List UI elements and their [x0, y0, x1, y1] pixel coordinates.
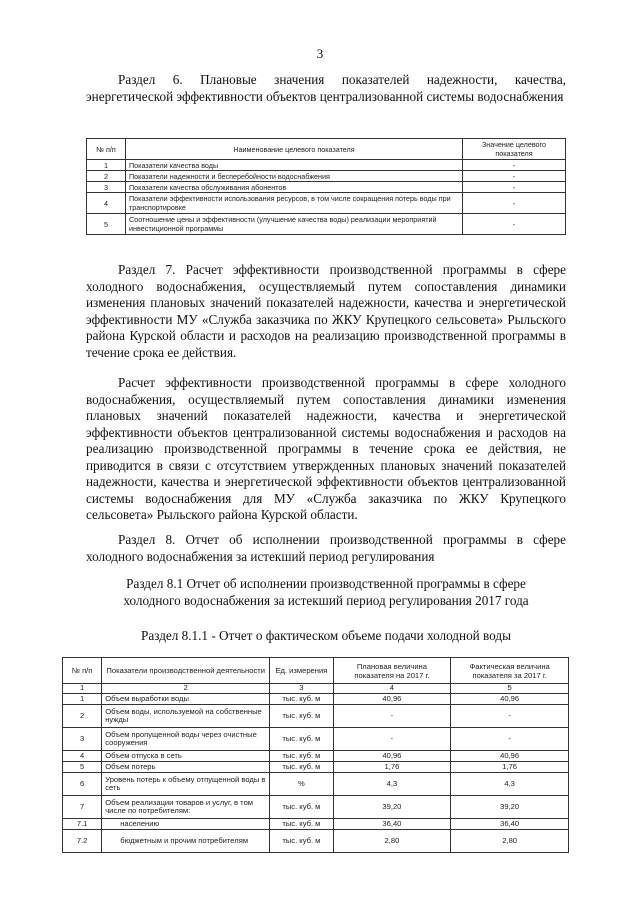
table-row [63, 796, 569, 819]
row-name: Показатели качества обслуживания абонентов [126, 182, 463, 193]
section7-title: Раздел 7. Расчет эффективности производственной программы в сфере холодного водоснабжения, осуществляемый путем сопоставления динамики изменения плановых значений показателей надежности, качества и энергетической эффективности МУ «Служба заказчика по ЖКУ Крупецкого сельсовета» Рыльского района Курской области и расходов на реализацию производственной программы в течение срока ее действия. [86, 262, 566, 360]
section6-title: Раздел 6. Плановые значения показателей надежности, качества, энергетической эффективности объектов централизованной системы водоснабжения [86, 72, 566, 104]
row-num: 4 [63, 751, 102, 762]
table-row [63, 751, 569, 762]
col-fact-header: Фактическая величина показателя за 2017 г. [451, 658, 569, 684]
col-num-header: № п/п [87, 139, 126, 160]
table-row [63, 762, 569, 773]
row-indicator: Уровень потерь к объему отпущенной воды в сеть [102, 773, 270, 796]
row-indicator: Объем пропущенной воды через очистные сооружения [102, 728, 270, 751]
row-num: 7.1 [63, 819, 102, 830]
table-header-row [87, 139, 566, 160]
table-row [63, 773, 569, 796]
col-name-header: Наименование целевого показателя [126, 139, 463, 160]
row-fact: - [451, 728, 569, 751]
table-row [87, 160, 566, 171]
row-num: 2 [63, 705, 102, 728]
row-num: 3 [87, 182, 126, 193]
section8-1-title: Раздел 8.1 Отчет об исполнении производственной программы в сфере холодного водоснабжения за истекший период регулирования 2017 года [123, 576, 529, 608]
row-value: - [463, 214, 566, 235]
page-number: 3 [316, 46, 324, 61]
row-fact: 40,96 [451, 694, 569, 705]
col-number: 1 [63, 684, 102, 694]
table-row [63, 705, 569, 728]
target-indicators-table [86, 138, 566, 235]
row-plan: 4,3 [333, 773, 451, 796]
row-num: 7.2 [63, 830, 102, 853]
row-indicator: Объем потерь [102, 762, 270, 773]
row-plan: 40,96 [333, 751, 451, 762]
row-indicator: Объем отпуска в сеть [102, 751, 270, 762]
row-value: - [463, 182, 566, 193]
table-row [63, 819, 569, 830]
section8-1-1-title: Раздел 8.1.1 - Отчет о фактическом объеме подачи холодной воды [141, 628, 511, 643]
row-plan: 39,20 [333, 796, 451, 819]
col-value-header: Значение целевого показателя [463, 139, 566, 160]
section7-body: Расчет эффективности производственной программы в сфере холодного водоснабжения, осуществляемый путем сопоставления динамики изменения плановых значений показателей надежности, качества и энергетической эффективности объектов централизованной системы водоснабжения и расходов на реализацию производственной программы в течение срока ее действия, не приводится в связи с отсутствием утвержденных плановых значений показателей надежности, качества и энергетической эффективности объектов централизованной системы водоснабжения для МУ «Служба заказчика по ЖКУ Крупецкого сельсовета» Рыльского района Курской области. [86, 375, 566, 522]
col-unit-header: Ед. измерения [270, 658, 333, 684]
row-indicator: бюджетным и прочим потребителям [102, 830, 270, 853]
row-value: - [463, 171, 566, 182]
col-indicator-header: Показатели производственной деятельности [102, 658, 270, 684]
row-num: 2 [87, 171, 126, 182]
row-fact: 39,20 [451, 796, 569, 819]
row-plan: - [333, 705, 451, 728]
row-plan: 40,96 [333, 694, 451, 705]
row-fact: 2,80 [451, 830, 569, 853]
row-plan: 1,76 [333, 762, 451, 773]
table-header-row [63, 658, 569, 684]
row-num: 5 [87, 214, 126, 235]
table-row [63, 830, 569, 853]
column-number-row [63, 684, 569, 694]
col-number: 2 [102, 684, 270, 694]
row-indicator: населению [102, 819, 270, 830]
row-num: 5 [63, 762, 102, 773]
row-fact: 4,3 [451, 773, 569, 796]
row-unit: тыс. куб. м [270, 751, 333, 762]
row-name: Показатели надежности и бесперебойности водоснабжения [126, 171, 463, 182]
row-unit: тыс. куб. м [270, 830, 333, 853]
row-fact: - [451, 705, 569, 728]
row-indicator: Объем выработки воды [102, 694, 270, 705]
col-number: 3 [270, 684, 333, 694]
row-num: 7 [63, 796, 102, 819]
row-indicator: Объем реализации товаров и услуг, в том числе по потребителям: [102, 796, 270, 819]
row-unit: тыс. куб. м [270, 819, 333, 830]
row-num: 3 [63, 728, 102, 751]
row-fact: 36,40 [451, 819, 569, 830]
row-fact: 1,76 [451, 762, 569, 773]
row-value: - [463, 160, 566, 171]
row-name: Соотношение цены и эффективности (улучшение качества воды) реализации мероприятий инвестиционной программы [126, 214, 463, 235]
table-row [63, 694, 569, 705]
row-unit: тыс. куб. м [270, 705, 333, 728]
row-plan: 36,40 [333, 819, 451, 830]
row-plan: - [333, 728, 451, 751]
row-num: 1 [87, 160, 126, 171]
row-indicator: Объем воды, используемой на собственные нужды [102, 705, 270, 728]
section8-title: Раздел 8. Отчет об исполнении производственной программы в сфере холодного водоснабжения за истекший период регулирования [86, 532, 566, 564]
row-name: Показатели качества воды [126, 160, 463, 171]
row-name: Показатели эффективности использования ресурсов, в том числе сокращения потерь воды при транспортировке [126, 193, 463, 214]
row-unit: тыс. куб. м [270, 796, 333, 819]
table-row [87, 193, 566, 214]
table-row [87, 182, 566, 193]
row-num: 4 [87, 193, 126, 214]
row-num: 1 [63, 694, 102, 705]
row-unit: тыс. куб. м [270, 762, 333, 773]
col-number: 4 [333, 684, 451, 694]
table-row [63, 728, 569, 751]
table-row [87, 171, 566, 182]
row-fact: 40,96 [451, 751, 569, 762]
row-plan: 2,80 [333, 830, 451, 853]
water-supply-report-table [62, 657, 569, 853]
row-value: - [463, 193, 566, 214]
row-unit: тыс. куб. м [270, 694, 333, 705]
col-number: 5 [451, 684, 569, 694]
row-unit: тыс. куб. м [270, 728, 333, 751]
col-num-header: № п/п [63, 658, 102, 684]
table-row [87, 214, 566, 235]
row-num: 6 [63, 773, 102, 796]
row-unit: % [270, 773, 333, 796]
col-plan-header: Плановая величина показателя на 2017 г. [333, 658, 451, 684]
